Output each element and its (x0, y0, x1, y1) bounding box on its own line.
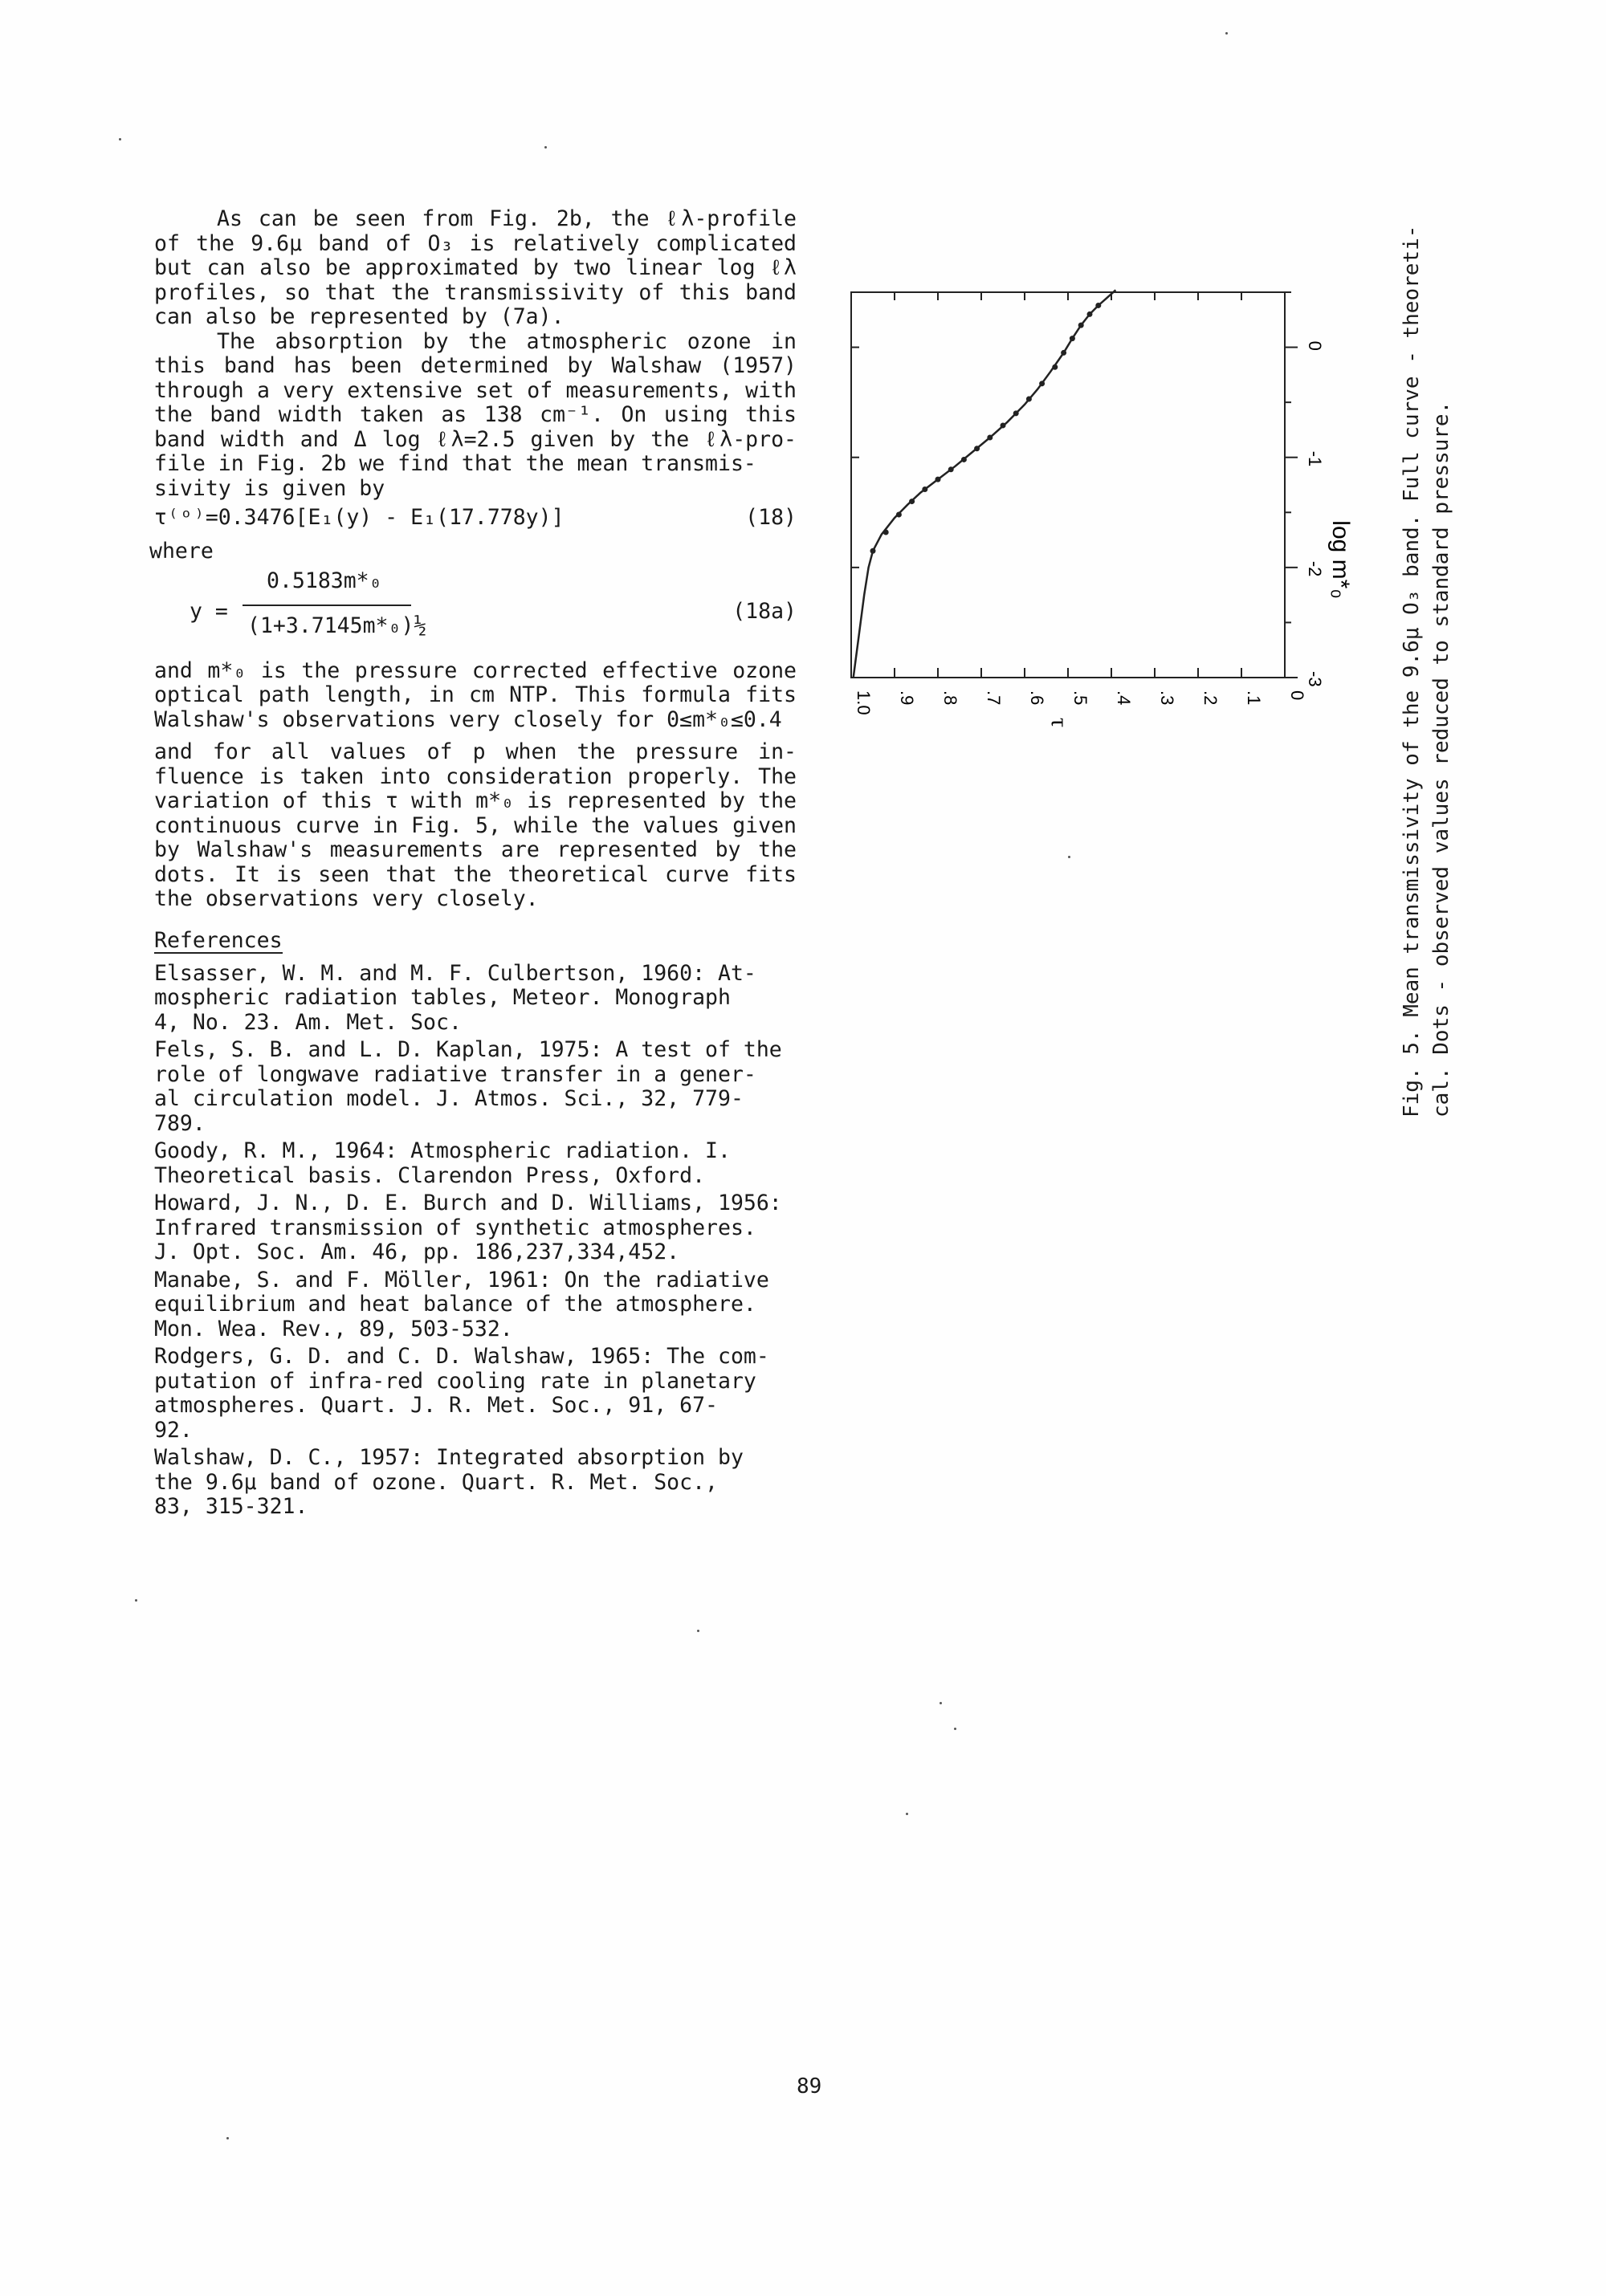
reference-line: Manabe, S. and F. Möller, 1961: On the radiative (154, 1267, 769, 1293)
reference-line: Infrared transmission of synthetic atmospheres. (154, 1215, 756, 1240)
text-line: this band has been determined by Walshaw (1957) (154, 353, 797, 378)
observed-dot (896, 512, 902, 518)
reference-line: Goody, R. M., 1964: Atmospheric radiation. I. (154, 1138, 731, 1163)
fraction-bar (243, 605, 411, 606)
observed-dot (1052, 364, 1058, 370)
observed-dot (922, 486, 927, 492)
x-tick-label: .5 (1070, 690, 1090, 706)
observed-dot (883, 529, 889, 535)
theoretical-curve (854, 290, 1116, 678)
x-tick-label: .9 (897, 690, 917, 706)
x-tick-label: 0 (1287, 690, 1307, 701)
reference-line: Theoretical basis. Clarendon Press, Oxford. (154, 1162, 706, 1188)
scan-speck (906, 1813, 908, 1815)
reference-item (154, 1191, 797, 1265)
scan-speck (940, 1702, 942, 1704)
observed-dot (1095, 303, 1101, 308)
text-line: continuous curve in Fig. 5, while the values given (154, 812, 797, 838)
x-tick-label: .8 (940, 690, 960, 706)
x-tick-label: .4 (1114, 690, 1134, 706)
figure-5-caption (1397, 170, 1457, 1117)
scan-speck (697, 1630, 699, 1632)
observed-dot (1078, 323, 1084, 328)
y-tick-label: 0 (1305, 340, 1325, 351)
plot-frame (851, 292, 1285, 678)
reference-line: Howard, J. N., D. E. Burch and D. Williams, 1956: (154, 1191, 782, 1215)
text-line: dots. It is seen that the theoretical curve fits (154, 861, 797, 887)
caption-line-2: cal. Dots - observed values reduced to standard pressure. (1429, 401, 1453, 1117)
reference-item (154, 1139, 797, 1188)
observed-dot (1001, 422, 1006, 428)
reference-line: 83, 315-321. (154, 1494, 308, 1519)
reference-line: 4, No. 23. Am. Met. Soc. (154, 1009, 462, 1035)
reference-line: Mon. Wea. Rev., 89, 503-532. (154, 1316, 513, 1341)
scan-speck (135, 1599, 137, 1602)
scan-speck (119, 138, 121, 140)
reference-item (154, 1446, 797, 1520)
y-tick-label: -1 (1305, 450, 1325, 467)
text-line: the observations very closely. (154, 886, 539, 911)
equation-18 (154, 506, 797, 533)
reference-line: J. Opt. Soc. Am. 46, pp. 186,237,334,452. (154, 1240, 680, 1264)
equation-18-body: τ⁽ᵒ⁾=0.3476[E₁(y) - E₁(17.778y)] (154, 505, 565, 530)
observed-dot (870, 548, 876, 554)
text-line: profiles, so that the transmissivity of this band (154, 279, 797, 305)
x-axis-label: τ (1046, 718, 1073, 728)
observed-dot (987, 435, 993, 441)
figure-5-chart (835, 281, 1354, 739)
caption-line-1: Fig. 5. Mean transmissivity of the 9.6μ O₃ band. Full curve - theoreti- (1400, 225, 1424, 1117)
text-line: fluence is taken into consideration properly. The (154, 763, 797, 789)
y-tick-label: -2 (1305, 560, 1325, 577)
reference-line: al circulation model. J. Atmos. Sci., 32, 779- (154, 1086, 744, 1111)
main-text-column (149, 206, 797, 1520)
reference-line: mospheric radiation tables, Meteor. Monograph (154, 985, 731, 1010)
text-line: sivity is given by (154, 475, 385, 501)
reference-line: role of longwave radiative transfer in a gener- (154, 1061, 756, 1087)
observed-dot (948, 466, 954, 472)
references-list (154, 962, 797, 1520)
scan-speck (226, 2137, 229, 2139)
reference-line: atmospheres. Quart. J. R. Met. Soc., 91, 67- (154, 1393, 718, 1418)
equation-18a-number: (18a) (732, 598, 797, 624)
observed-dot (935, 477, 941, 482)
reference-item (154, 1268, 797, 1342)
text-line: the band width taken as 138 cm⁻¹. On using this (154, 402, 797, 427)
observed-dot (1070, 336, 1075, 341)
reference-line: 789. (154, 1110, 206, 1136)
where-label: where (149, 539, 214, 564)
text-line: of the 9.6μ band of O₃ is relatively complicated (154, 230, 797, 256)
x-tick-label: .1 (1244, 690, 1264, 706)
text-line: and for all values of p when the pressure in- (154, 739, 797, 764)
x-tick-label: .2 (1200, 690, 1221, 706)
observed-dot (1039, 381, 1045, 386)
text-line: but can also be approximated by two linear log ℓλ (154, 255, 797, 280)
text-line: and m*₀ is the pressure corrected effective ozone (154, 657, 797, 683)
y-axis-label: log m*₀ (1327, 520, 1354, 599)
observed-dot (1026, 397, 1032, 402)
reference-line: Elsasser, W. M. and M. F. Culbertson, 1960: At- (154, 960, 756, 986)
reference-line: putation of infra-red cooling rate in planetary (154, 1368, 756, 1394)
text-line: band width and Δ log ℓλ=2.5 given by the ℓλ-pro- (154, 426, 797, 452)
scan-speck (1225, 32, 1228, 35)
y-tick-label: -3 (1305, 671, 1325, 687)
reference-line: 92. (154, 1417, 193, 1443)
x-tick-label: .3 (1157, 690, 1177, 706)
x-tick-label: .7 (984, 690, 1004, 706)
reference-line: Walshaw, D. C., 1957: Integrated absorption by (154, 1445, 744, 1470)
reference-line: Fels, S. B. and L. D. Kaplan, 1975: A test of the (154, 1037, 782, 1062)
observed-dot (1013, 410, 1019, 416)
reference-line: the 9.6μ band of ozone. Quart. R. Met. Soc., (154, 1469, 718, 1495)
reference-line: Rodgers, G. D. and C. D. Walshaw, 1965: The com- (154, 1344, 769, 1369)
text-line: optical path length, in cm NTP. This formula fits (154, 682, 797, 707)
reference-item (154, 1345, 797, 1443)
paragraph-4 (154, 740, 797, 912)
page-number: 89 (797, 2074, 822, 2099)
text-line: file in Fig. 2b we find that the mean transmis- (154, 451, 756, 476)
observed-dot (1061, 350, 1066, 356)
paragraph-1 (154, 207, 797, 330)
reference-line: equilibrium and heat balance of the atmosphere. (154, 1292, 756, 1317)
equation-18a-denominator: (1+3.7145m*₀)½ (247, 613, 427, 638)
equation-18-number: (18) (745, 505, 797, 530)
equation-18a-lhs: y = (190, 598, 228, 624)
scan-speck (544, 146, 547, 149)
text-line: variation of this τ with m*₀ is represented by the (154, 788, 797, 813)
text-line: The absorption by the atmospheric ozone in (217, 328, 797, 354)
references-heading: References (154, 927, 283, 953)
text-line: Walshaw's observations very closely for 0≤m*₀≤0.4 (154, 706, 782, 732)
x-tick-label: .6 (1027, 690, 1047, 706)
observed-dot (961, 457, 967, 462)
equation-18a (154, 564, 797, 653)
observed-dot (1087, 311, 1093, 317)
reference-item (154, 1038, 797, 1136)
paragraph-3 (154, 659, 797, 733)
x-tick-label: 1.0 (854, 690, 874, 715)
paragraph-2 (154, 330, 797, 502)
text-line: by Walshaw's measurements are represented by the (154, 837, 797, 862)
scan-speck (954, 1728, 956, 1730)
observed-dot (909, 499, 915, 504)
text-line: As can be seen from Fig. 2b, the ℓλ-profile (217, 206, 797, 231)
reference-item (154, 962, 797, 1036)
text-line: through a very extensive set of measurements, with (154, 377, 797, 403)
text-line: can also be represented by (7a). (154, 304, 565, 329)
equation-18a-numerator: 0.5183m*₀ (267, 568, 382, 593)
observed-dot (974, 446, 980, 451)
scan-speck (1068, 856, 1070, 858)
